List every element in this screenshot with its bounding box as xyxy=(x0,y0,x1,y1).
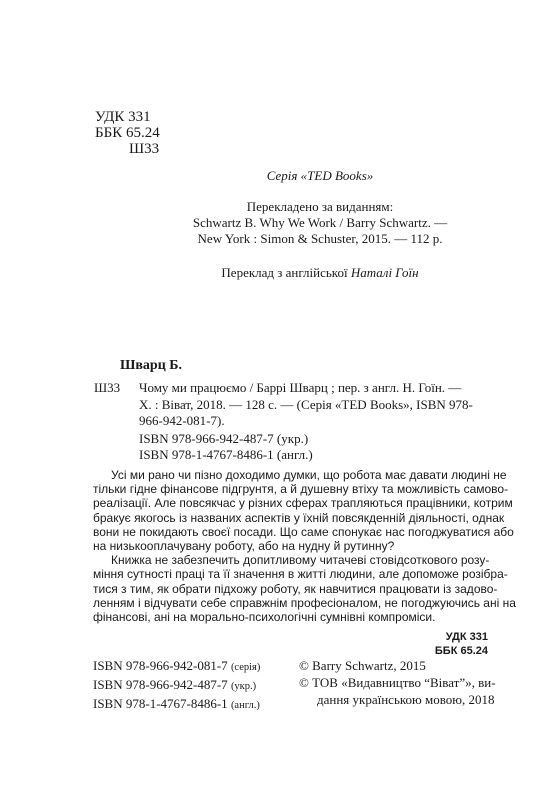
original-edition-line-2: New York : Simon & Schuster, 2015. — 112 p. xyxy=(197,231,443,246)
isbn-footer-row: ISBN 978-966-942-487-7 (укр.) xyxy=(93,677,257,692)
annotation-line: бракує якогось із названих аспектів у їхній повсякденній діяльності, однак xyxy=(93,510,505,525)
isbn-footer-row: ISBN 978-966-942-081-7 (серія) xyxy=(93,658,261,673)
udk-code-right: УДК 331 xyxy=(445,631,488,643)
bib-isbn-eng: ISBN 978-1-4767-8486-1 (англ.) xyxy=(139,447,313,462)
annotation-line: вони не покидають своєї посади. Що саме спонукає нас погоджуватися або xyxy=(93,524,514,539)
translated-from-label: Перекладено за виданням: xyxy=(246,199,394,214)
annotation-line: Усі ми рано чи пізно доходимо думки, що робота має давати людині не xyxy=(111,468,507,482)
copyright-line-1: © Barry Schwartz, 2015 xyxy=(299,658,426,673)
isbn-footer xyxy=(93,657,260,714)
bibliographic-record xyxy=(121,380,489,430)
bib-isbn-ukr: ISBN 978-966-942-487-7 (укр.) xyxy=(139,431,309,446)
translated-from xyxy=(120,199,520,247)
annotation-line: ленням і відчувати себе справжнім професіоналом, не погоджуючись ані на xyxy=(93,595,516,610)
copyright-block xyxy=(299,657,496,708)
author-code: Ш33 xyxy=(129,141,160,157)
annotation-line: фінансові, ані на морально-психологічні сумнівні компроміси. xyxy=(93,610,436,625)
series-title: Серія «TED Books» xyxy=(266,168,374,183)
udk-bbk-block xyxy=(95,109,160,157)
isbn-footer-row: ISBN 978-1-4767-8486-1 (англ.) xyxy=(93,696,260,711)
translator-credit xyxy=(120,265,520,281)
bib-author: Шварц Б. xyxy=(120,358,183,373)
bib-isbn-list xyxy=(139,431,313,463)
annotation-line: реалізації. Але повсякчас у різних сферах трапляються працівники, котрим xyxy=(93,496,513,511)
annotation-line: тися з тим, як обрати підхожу роботу, як навчитися працювати із задово- xyxy=(93,581,498,596)
translator-name: Наталі Гоїн xyxy=(350,265,419,280)
bib-author-code: Ш33 xyxy=(94,380,121,395)
udk-code: УДК 331 xyxy=(95,109,151,125)
copyright-line-3: дання українською мовою, 2018 xyxy=(317,692,495,707)
annotation-line: Книжка не забезпечить допитливому читачеві стовідсоткового розу- xyxy=(111,553,490,568)
udk-bbk-right xyxy=(435,630,488,658)
copyright-line-2: © ТОВ «Видавництво “Віват”», ви- xyxy=(299,675,496,690)
annotation-line: на низькооплачувану роботу, або на нудну й рутинну? xyxy=(93,539,395,554)
annotation-line: тільки гідне фінансове підгрунтя, а й душевну втіху та можливість самово- xyxy=(93,482,509,497)
annotation-line: міння сутності праці та її значення в житті людини, але допоможе розібра- xyxy=(93,567,508,582)
original-edition-line-1: Schwartz B. Why We Work / Barry Schwartz. — xyxy=(192,215,448,230)
bbk-code: ББК 65.24 xyxy=(95,125,160,141)
annotation xyxy=(93,468,516,625)
bib-line-1: Чому ми працюємо / Баррі Шварц ; пер. з англ. Н. Гоїн. — xyxy=(139,380,462,395)
translator-prefix: Переклад з англійської xyxy=(221,265,351,280)
bib-line-3: 966-942-081-7). xyxy=(139,413,225,428)
bbk-code-right: ББК 65.24 xyxy=(434,645,488,657)
bib-line-2: Х. : Віват, 2018. — 128 с. — (Серія «TED Books», ISBN 978- xyxy=(139,396,473,412)
